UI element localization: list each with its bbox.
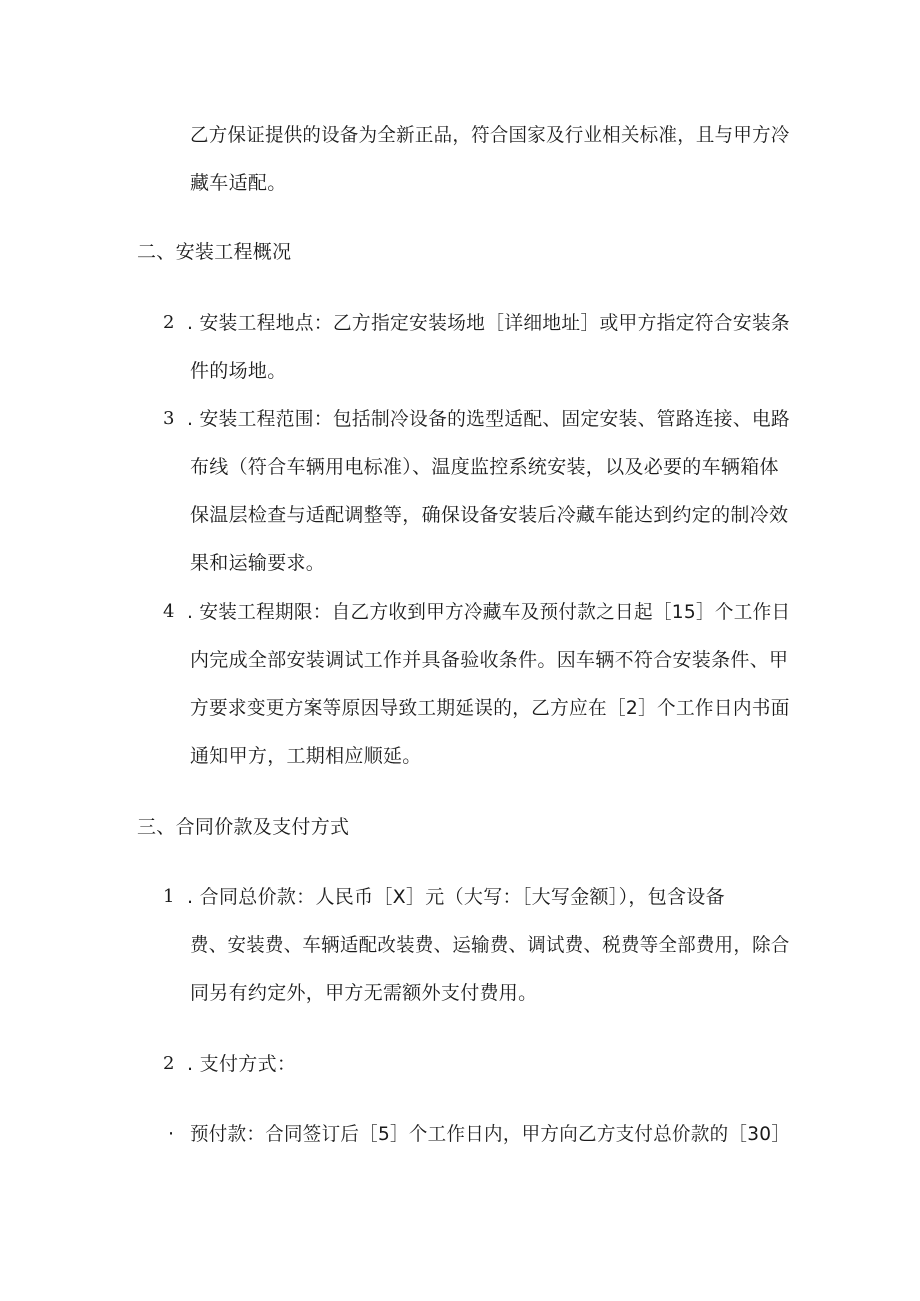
item-text-line: . 安装工程期限：自乙方收到甲方冷藏车及预付款之日起［15］个工作日 — [187, 601, 791, 623]
bullet-dot: · — [168, 1123, 175, 1145]
item-number: 1 — [163, 886, 175, 907]
item-text-line: 布线（符合车辆用电标准）、温度监控系统安装，以及必要的车辆箱体 — [190, 456, 779, 478]
item-text-line: 通知甲方，工期相应顺延。 — [190, 745, 422, 767]
item-text-line: . 支付方式： — [187, 1053, 297, 1075]
item-text-line: 保温层检查与适配调整等，确保设备安装后冷藏车能达到约定的制冷效 — [190, 504, 789, 526]
section-2-heading: 二、安装工程概况 — [137, 241, 292, 263]
item-number: 4 — [163, 601, 175, 622]
item-text-line: . 安装工程地点：乙方指定安装场地［详细地址］或甲方指定符合安装条 — [187, 312, 790, 334]
item-text-line: . 安装工程范围：包括制冷设备的选型适配、固定安装、管路连接、电路 — [187, 408, 790, 430]
item-text-line: 内完成全部安装调试工作并具备验收条件。因车辆不符合安装条件、甲 — [190, 649, 789, 671]
item-text-line: 方要求变更方案等原因导致工期延误的，乙方应在［2］个工作日内书面 — [190, 697, 790, 719]
item-text-line: 果和运输要求。 — [190, 552, 326, 574]
item-number: 3 — [163, 408, 175, 429]
item-text-line: . 合同总价款：人民币［X］元（大写：［大写金额］），包含设备 — [187, 886, 725, 908]
item-text-line: 件的场地。 — [190, 360, 287, 382]
intro-line-2: 藏车适配。 — [190, 172, 287, 194]
item-number: 2 — [163, 312, 175, 333]
item-number: 2 — [163, 1053, 175, 1074]
item-text-line: 同另有约定外，甲方无需额外支付费用。 — [190, 982, 538, 1004]
section-3-heading: 三、合同价款及支付方式 — [137, 816, 350, 838]
intro-line-1: 乙方保证提供的设备为全新正品，符合国家及行业相关标准，且与甲方冷 — [190, 124, 790, 146]
bullet-text: 预付款：合同签订后［5］个工作日内，甲方向乙方支付总价款的［30］ — [190, 1123, 791, 1145]
item-text-line: 费、安装费、车辆适配改装费、运输费、调试费、税费等全部费用，除合 — [190, 934, 790, 956]
